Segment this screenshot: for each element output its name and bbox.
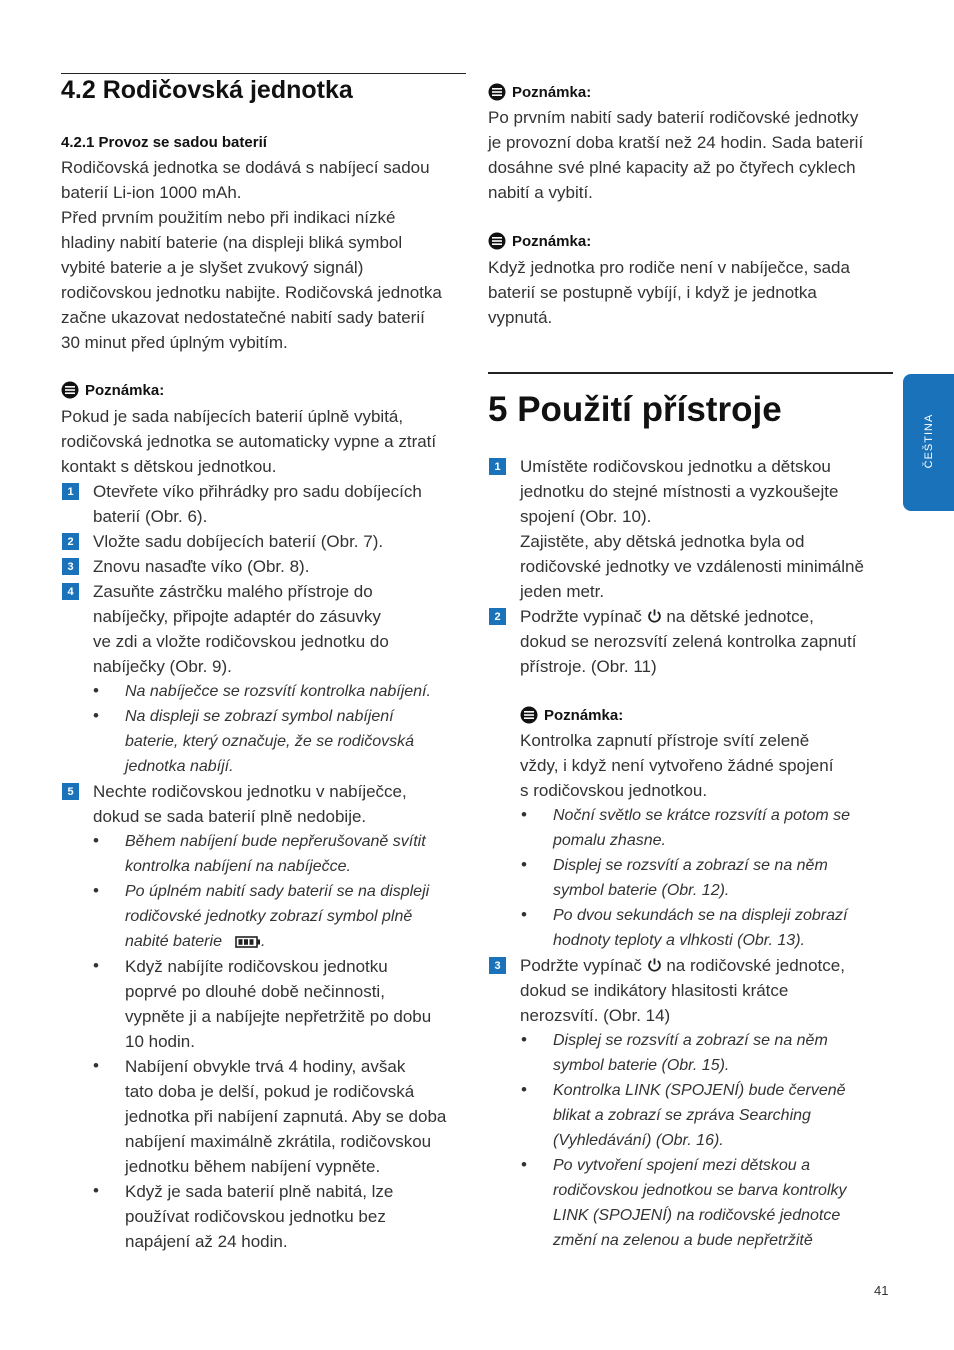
step-number: 1 [489, 458, 506, 475]
text-line: Nechte rodičovskou jednotku v nabíječce, [93, 782, 407, 801]
text-line: spojení (Obr. 10). [520, 507, 652, 526]
text-line: Když jednotka pro rodiče není v nabíječce, sada [488, 258, 850, 277]
text-line: 10 hodin. [125, 1032, 195, 1051]
bullet-marker: • [521, 905, 527, 924]
text-line: nerozsvítí. (Obr. 14) [520, 1006, 671, 1025]
text-line: Během nabíjení bude nepřerušovaně svítit [125, 833, 426, 850]
text-line: Noční světlo se krátce rozsvítí a potom se [553, 807, 851, 824]
text-line: jednotka nabíjí. [125, 758, 234, 775]
text-line: napájení až 24 hodin. [125, 1232, 288, 1251]
text-line: přístroje. (Obr. 11) [520, 657, 657, 676]
text-line: baterií (Obr. 6). [93, 507, 208, 526]
chapter-top-rule [488, 372, 893, 374]
note-heading [488, 83, 591, 101]
text-line: používat rodičovskou jednotku bez [125, 1207, 386, 1226]
text-line: symbol baterie (Obr. 12). [553, 882, 730, 899]
note-heading [520, 706, 623, 724]
text-line: rodičovskou jednotkou se barva kontrolky [553, 1182, 847, 1199]
text-line: Po prvním nabití sady baterií rodičovské jednotky [488, 108, 859, 127]
chapter-title: 5 Použití přístroje [488, 390, 782, 429]
text-line: rodičovské jednotky zobrazí symbol plně [125, 908, 413, 925]
bullet-marker: • [93, 681, 99, 700]
section-title: 4.2 Rodičovská jednotka [61, 76, 353, 104]
text-line: dokud se indikátory hlasitosti krátce [520, 981, 789, 1000]
text-line: blikat a zobrazí se zpráva Searching [553, 1107, 811, 1124]
step-number: 2 [62, 533, 79, 550]
text-line: Rodičovská jednotka se dodává s nabíjecí sadou [61, 158, 430, 177]
text-line: kontrolka nabíjení na nabíječce. [125, 858, 351, 875]
text-line: rodičovská jednotka se automaticky vypne a ztratí [61, 432, 437, 451]
text-line: změní na zelenou a bude nepřetržitě [553, 1232, 813, 1249]
text-line: nabíjení maximálně zkrátila, rodičovskou [125, 1132, 432, 1151]
note-label: Poznámka: [85, 381, 165, 399]
bullet-marker: • [93, 1056, 99, 1075]
power-icon [647, 608, 662, 623]
period: . [261, 933, 266, 950]
step-number: 4 [62, 583, 79, 600]
text-line: Když je sada baterií plně nabitá, lze [125, 1182, 394, 1201]
note-heading [61, 381, 164, 399]
page-number: 41 [874, 1283, 889, 1298]
note-icon [61, 381, 79, 399]
step-number: 3 [489, 957, 506, 974]
text-line: nabité baterie [125, 933, 222, 950]
step-number: 1 [62, 483, 79, 500]
text-line: rodičovskou jednotku nabijte. Rodičovská jednotka [61, 283, 442, 302]
text-line: Po úplném nabití sady baterií se na displeji [125, 883, 430, 900]
text-segment: Podržte vypínač [520, 607, 647, 626]
text-line: Vložte sadu dobíjecích baterií (Obr. 7). [93, 532, 384, 551]
text-line: Displej se rozsvítí a zobrazí se na něm [553, 1032, 828, 1049]
battery-full-icon [235, 936, 261, 948]
text-line: nabíječky (Obr. 9). [93, 657, 232, 676]
bullet-marker: • [521, 1155, 527, 1174]
text-segment: na rodičovské jednotce, [661, 956, 845, 975]
note-label: Poznámka: [512, 83, 592, 101]
note-icon [488, 83, 506, 101]
text-line: (Vyhledávání) (Obr. 16). [553, 1132, 724, 1149]
step-number: 5 [62, 783, 79, 800]
text-line: dokud se nerozsvítí zelená kontrolka zapnutí [520, 632, 857, 651]
text-line: Po vytvoření spojení mezi dětskou a [553, 1157, 811, 1174]
step-number: 2 [489, 608, 506, 625]
text-line: hodnoty teploty a vlhkosti (Obr. 13). [553, 932, 805, 949]
text-line: Před prvním použitím nebo při indikaci nízké [61, 208, 396, 227]
text-line: Znovu nasaďte víko (Obr. 8). [93, 557, 310, 576]
section-top-rule [61, 73, 466, 74]
text-line: Pokud je sada nabíjecích baterií úplně vybitá, [61, 407, 404, 426]
power-icon [647, 957, 662, 972]
text-line: Displej se rozsvítí a zobrazí se na něm [553, 857, 828, 874]
bullet-marker: • [93, 1181, 99, 1200]
bullet-marker: • [93, 831, 99, 850]
text-line: poprvé po dlouhé době nečinnosti, [125, 982, 385, 1001]
text-line: Na nabíječce se rozsvítí kontrolka nabíjení. [125, 683, 431, 700]
text-segment: na dětské jednotce, [661, 607, 814, 626]
text-line: vybité baterie a je slyšet zvukový signál) [61, 258, 364, 277]
text-line: vypněte ji a nabíjejte nepřetržitě po dobu [125, 1007, 432, 1026]
text-line: baterie, který označuje, že se rodičovská [125, 733, 415, 750]
bullet-marker: • [521, 805, 527, 824]
language-tab-label: ČEŠTINA [923, 413, 935, 469]
text-line: Po dvou sekundách se na displeji zobrazí [553, 907, 848, 924]
bullet-marker: • [93, 881, 99, 900]
text-line: kontakt s dětskou jednotkou. [61, 457, 277, 476]
text-line: jednotka při nabíjení zapnutá. Aby se doba [125, 1107, 447, 1126]
text-line: rodičovské jednotky ve vzdálenosti minimálně [520, 557, 864, 576]
note-heading [488, 232, 591, 250]
text-line: Kontrolka zapnutí přístroje svítí zeleně [520, 731, 810, 750]
text-line: Otevřete víko přihrádky pro sadu dobíjecích [93, 482, 422, 501]
text-line: tato doba je delší, pokud je rodičovská [125, 1082, 415, 1101]
note-label: Poznámka: [512, 232, 592, 250]
text-line: Na displeji se zobrazí symbol nabíjení [125, 708, 394, 725]
bullet-marker: • [521, 1080, 527, 1099]
text-line: vypnutá. [488, 308, 553, 327]
bullet-marker: • [93, 706, 99, 725]
text-line: dokud se sada baterií plně nedobije. [93, 807, 367, 826]
subsection-title: 4.2.1 Provoz se sadou baterií [61, 134, 267, 151]
text-line [520, 604, 814, 629]
text-line: Kontrolka LINK (SPOJENÍ) bude červeně [553, 1082, 846, 1099]
text-line [520, 953, 845, 978]
text-line: jeden metr. [520, 582, 605, 601]
full-battery-symbol [235, 929, 265, 954]
text-line: baterií se postupně vybíjí, i když je jednotka [488, 283, 817, 302]
text-segment: Podržte vypínač [520, 956, 647, 975]
text-line: jednotku do stejné místnosti a vyzkoušejte [520, 482, 839, 501]
text-line: LINK (SPOJENÍ) na rodičovské jednotce [553, 1207, 841, 1224]
text-line: hladiny nabití baterie (na displeji bliká symbol [61, 233, 403, 252]
bullet-marker: • [93, 956, 99, 975]
note-icon [488, 232, 506, 250]
text-line: s rodičovskou jednotkou. [520, 781, 708, 800]
text-line: baterií Li-ion 1000 mAh. [61, 183, 242, 202]
text-line: Zajistěte, aby dětská jednotka byla od [520, 532, 805, 551]
text-line: ve zdi a vložte rodičovskou jednotku do [93, 632, 389, 651]
text-line: je provozní doba kratší než 24 hodin. Sada baterií [488, 133, 864, 152]
text-line: symbol baterie (Obr. 15). [553, 1057, 730, 1074]
text-line: Nabíjení obvykle trvá 4 hodiny, avšak [125, 1057, 406, 1076]
text-line: 30 minut před úplným vybitím. [61, 333, 288, 352]
step-number: 3 [62, 558, 79, 575]
text-line: nabití a vybití. [488, 183, 593, 202]
text-line: dosáhne své plné kapacity až po čtyřech cyklech [488, 158, 856, 177]
text-line: pomalu zhasne. [553, 832, 666, 849]
text-line: Zasuňte zástrčku malého přístroje do [93, 582, 373, 601]
bullet-marker: • [521, 855, 527, 874]
note-icon [520, 706, 538, 724]
bullet-marker: • [521, 1030, 527, 1049]
text-line: nabíječky, připojte adaptér do zásuvky [93, 607, 381, 626]
text-line: vždy, i když není vytvořeno žádné spojení [520, 756, 834, 775]
text-line: začne ukazovat nedostatečné nabití sady baterií [61, 308, 425, 327]
text-line: Umístěte rodičovskou jednotku a dětskou [520, 457, 831, 476]
note-label: Poznámka: [544, 706, 624, 724]
text-line: jednotku během nabíjení vypněte. [125, 1157, 381, 1176]
text-line: Když nabíjíte rodičovskou jednotku [125, 957, 388, 976]
